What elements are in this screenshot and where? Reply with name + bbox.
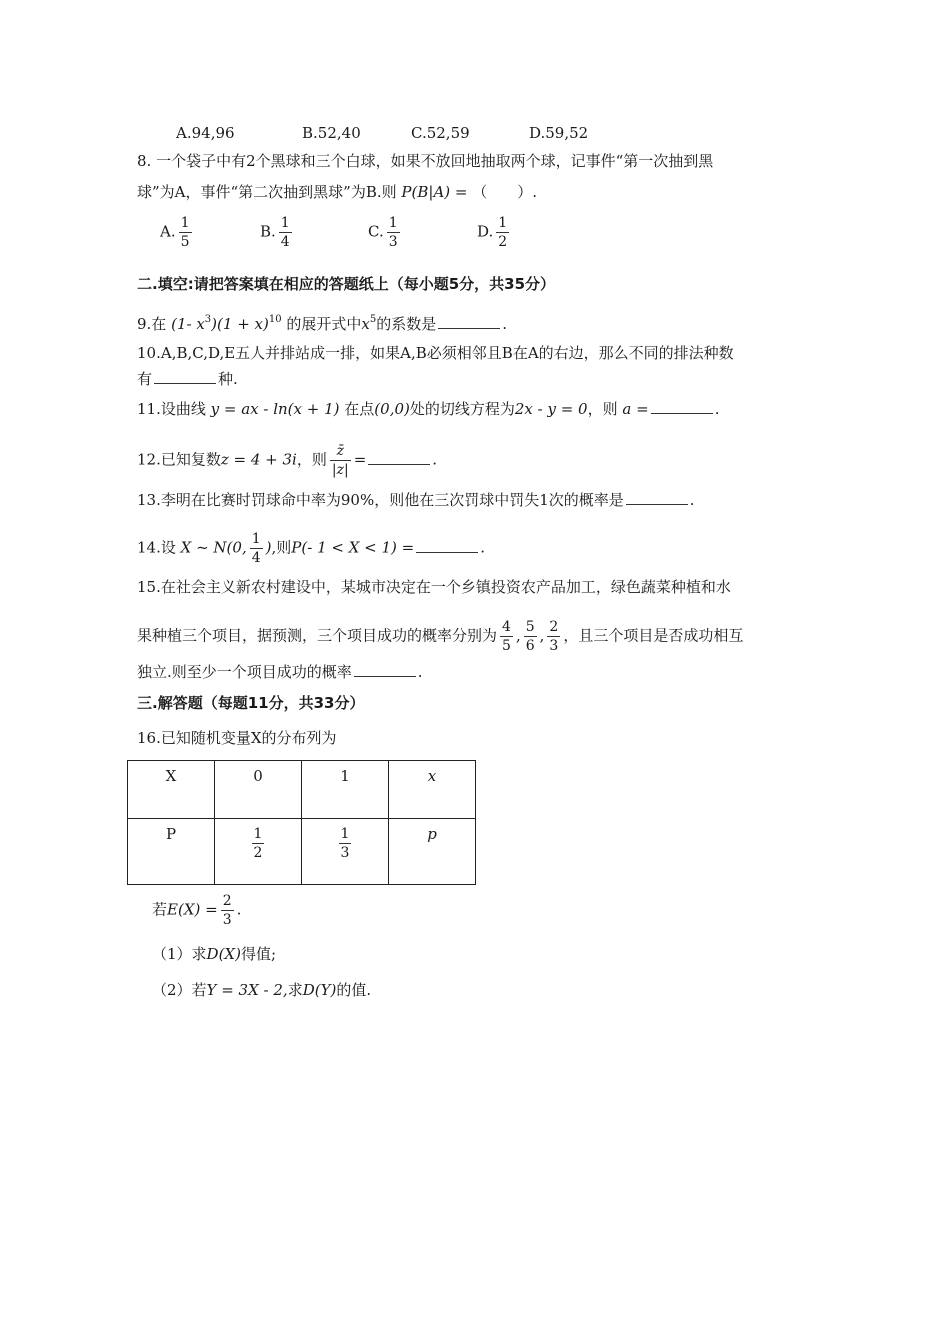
q15-frac-2: $\frac{5}{6}$ xyxy=(525,619,535,654)
q15-line2: 果种植三个项目，据预测，三个项目成功的概率分别为 $\frac{4}{5}$ , $\frac{5}{6}$ , $\frac{2}{3}$ ，且三个项目是否成功相互 xyxy=(137,619,744,654)
q11: 11.设曲线 y = ax - ln(x + 1) 在点(0,0)处的切线方程为2x - y = 0，则 a = . xyxy=(137,400,720,418)
section2-title: 二.填空:请把答案填在相应的答题纸上（每小题5分，共35分） xyxy=(137,275,556,293)
table-frac-third: $\frac{1}{3}$ xyxy=(340,826,350,861)
table-frac-half: $\frac{1}{2}$ xyxy=(253,826,263,861)
q12: 12.已知复数z = 4 + 3i，则 $\frac{z̄}{|z|}$ = . xyxy=(137,443,438,478)
table-cell xyxy=(302,819,389,885)
q8-expr: P(B|A) = xyxy=(401,183,468,201)
q8-line1: 8. 一个袋子中有2个黑球和三个白球，如果不放回地抽取两个球，记事件“第一次抽到黑 xyxy=(137,152,714,170)
q7-option-b: B.52,40 xyxy=(302,124,361,142)
q8-option-a: A. $\frac{1}{5}$ xyxy=(160,215,190,250)
q12-frac: $\frac{z̄}{|z|}$ xyxy=(331,443,349,478)
q13: 13.李明在比赛时罚球命中率为90%，则他在三次罚球中罚失1次的概率是 . xyxy=(137,491,695,509)
q8-line2 xyxy=(137,181,537,203)
q10-answer-blank[interactable] xyxy=(154,368,216,384)
q14-frac: $\frac{1}{4}$ xyxy=(251,531,261,566)
q15-line1: 15.在社会主义新农村建设中，某城市决定在一个乡镇投资农产品加工，绿色蔬菜种植和水 xyxy=(137,578,731,596)
q10-line2: 有 种. xyxy=(137,370,238,388)
table-row xyxy=(128,761,476,819)
q16-intro: 16.已知随机变量X的分布列为 xyxy=(137,729,337,747)
q16-condition: 若E(X) = $\frac{2}{3}$ . xyxy=(152,893,242,928)
q15-line3: 独立.则至少一个项目成功的概率 . xyxy=(137,663,423,681)
q7-option-a: A.94,96 xyxy=(176,124,235,142)
table-cell: p xyxy=(389,819,476,885)
q14: 14.设 X ~ N(0, $\frac{1}{4}$ ),则P(- 1 < X < 1) = . xyxy=(137,531,486,566)
q10-line1: 10.A,B,C,D,E五人并排站成一排，如果A,B必须相邻且B在A的右边，那么不同的排法种数 xyxy=(137,344,734,362)
q8-line2-text: 球”为A，事件“第二次抽到黑球”为B.则 xyxy=(137,183,397,201)
q8-option-d: D. $\frac{1}{2}$ xyxy=(477,215,508,250)
table-cell: x xyxy=(389,761,476,819)
section3-title: 三.解答题（每题11分，共33分） xyxy=(137,694,365,712)
q8-paren: （ ）. xyxy=(472,183,538,201)
q15-frac-1: $\frac{4}{5}$ xyxy=(502,619,511,654)
table-cell: 0 xyxy=(215,761,302,819)
q8-option-b-frac: $\frac{1}{4}$ xyxy=(280,215,290,250)
q16-part2: （2）若Y = 3X - 2,求D(Y)的值. xyxy=(152,981,372,999)
q8-option-c: C. $\frac{1}{3}$ xyxy=(368,215,398,250)
table-cell xyxy=(215,819,302,885)
distribution-table xyxy=(127,760,476,885)
table-cell: 1 xyxy=(302,761,389,819)
table-cell: X xyxy=(128,761,215,819)
q8-option-d-frac: $\frac{1}{2}$ xyxy=(498,215,508,250)
q8-option-a-frac: $\frac{1}{5}$ xyxy=(180,215,190,250)
q8-option-b: B. $\frac{1}{4}$ xyxy=(260,215,290,250)
q9: 9.在 (1- $x^3)(1 + x)^{10}$ 的展开式中$x^5$的系数是 . xyxy=(137,314,508,333)
q15-answer-blank[interactable] xyxy=(354,661,416,677)
q12-answer-blank[interactable] xyxy=(368,449,430,465)
q9-answer-blank[interactable] xyxy=(438,313,500,329)
table-row xyxy=(128,819,476,885)
q13-answer-blank[interactable] xyxy=(626,489,688,505)
q14-answer-blank[interactable] xyxy=(416,537,478,553)
q11-answer-blank[interactable] xyxy=(651,398,713,414)
q7-option-d: D.59,52 xyxy=(529,124,589,142)
q15-frac-3: $\frac{2}{3}$ xyxy=(549,619,559,654)
q8-option-c-frac: $\frac{1}{3}$ xyxy=(388,215,398,250)
q16-cond-frac: $\frac{2}{3}$ xyxy=(222,893,232,928)
table-cell: P xyxy=(128,819,215,885)
q7-option-c: C.52,59 xyxy=(411,124,470,142)
q16-part1: （1）求D(X)得值; xyxy=(152,945,277,963)
